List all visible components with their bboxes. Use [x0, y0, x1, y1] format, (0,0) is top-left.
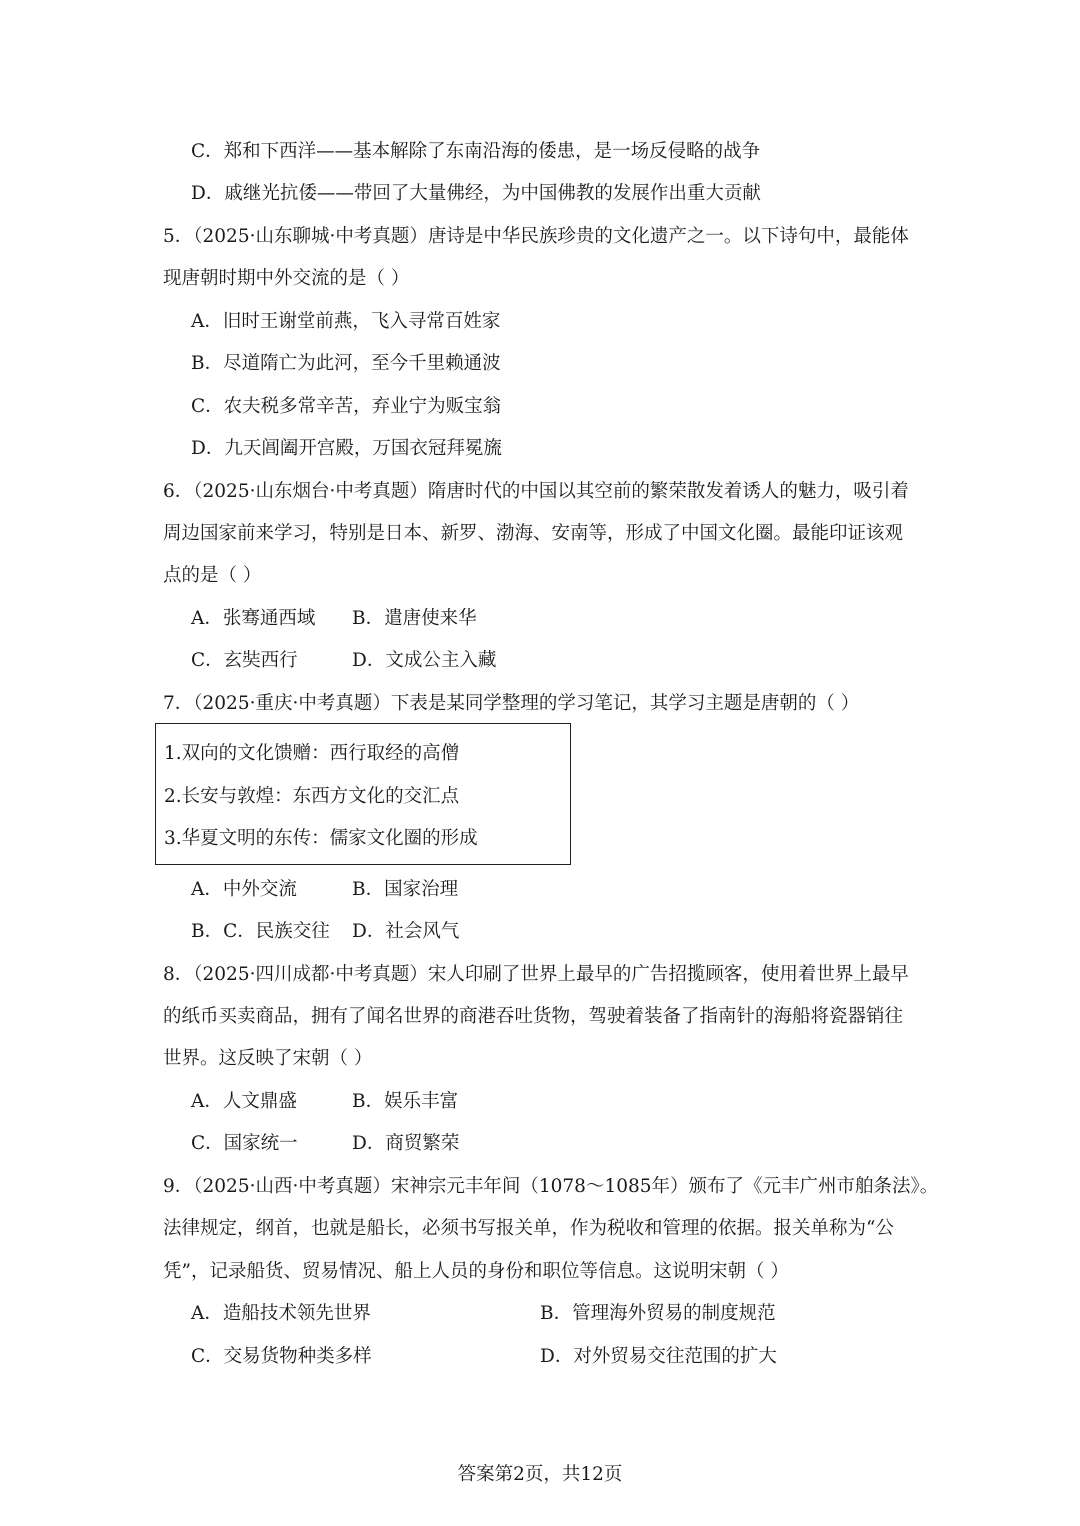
q7-note-3: 3.华夏文明的东传：儒家文化圈的形成 — [164, 828, 478, 849]
q6-stem-line1: 6．（2025·山东烟台·中考真题）隋唐时代的中国以其空前的繁荣散发着诱人的魅力，吸引着 — [163, 481, 909, 502]
q9-option-a: A．造船技术领先世界 — [191, 1303, 371, 1324]
q6-option-a: A．张骞通西域 — [191, 608, 316, 629]
q6-stem-line3: 点的是（ ） — [163, 565, 262, 586]
q6-option-c: C．玄奘西行 — [191, 650, 298, 671]
q5-option-d: D．九天阊阖开宫殿，万国衣冠拜冕旒 — [191, 438, 502, 459]
option-d-prev: D．戚继光抗倭——带回了大量佛经，为中国佛教的发展作出重大贡献 — [191, 183, 761, 204]
q6-stem-line2: 周边国家前来学习，特别是日本、新罗、渤海、安南等，形成了中国文化圈。最能印证该观 — [163, 523, 904, 544]
q5-option-c: C．农夫税多常辛苦，弃业宁为贩宝翁 — [191, 396, 502, 417]
q7-stem-line1: 7．（2025·重庆·中考真题）下表是某同学整理的学习笔记，其学习主题是唐朝的（ ） — [163, 693, 860, 714]
q7-option-c: B．C．民族交往 — [191, 921, 330, 942]
q7-option-b: B．国家治理 — [352, 879, 459, 900]
q7-note-2: 2.长安与敦煌：东西方文化的交汇点 — [164, 786, 460, 807]
q5-option-a: A．旧时王谢堂前燕，飞入寻常百姓家 — [191, 311, 501, 332]
q7-notes-table — [155, 723, 571, 865]
q9-option-b: B．管理海外贸易的制度规范 — [540, 1303, 776, 1324]
q8-stem-line1: 8．（2025·四川成都·中考真题）宋人印刷了世界上最早的广告招揽顾客，使用着世界上最早 — [163, 964, 909, 985]
q8-option-b: B．娱乐丰富 — [352, 1091, 459, 1112]
q8-stem-line3: 世界。这反映了宋朝（ ） — [163, 1048, 373, 1069]
q9-stem-line1: 9．（2025·山西·中考真题）宋神宗元丰年间（1078～1085年）颁布了《元丰广州市舶条法》。 — [163, 1176, 939, 1197]
q8-stem-line2: 的纸币买卖商品，拥有了闻名世界的商港吞吐货物，驾驶着装备了指南针的海船将瓷器销往 — [163, 1006, 904, 1027]
q9-stem-line2: 法律规定，纲首，也就是船长，必须书写报关单，作为税收和管理的依据。报关单称为“公 — [163, 1218, 894, 1239]
q5-option-b: B．尽道隋亡为此河，至今千里赖通波 — [191, 353, 501, 374]
q8-option-c: C．国家统一 — [191, 1133, 298, 1154]
q8-option-a: A．人文鼎盛 — [191, 1091, 297, 1112]
q9-stem-line3: 凭”，记录船货、贸易情况、船上人员的身份和职位等信息。这说明宋朝（ ） — [163, 1261, 789, 1282]
q5-stem-line1: 5．（2025·山东聊城·中考真题）唐诗是中华民族珍贵的文化遗产之一。以下诗句中，最能体 — [163, 226, 909, 247]
q7-option-d: D．社会风气 — [352, 921, 460, 942]
option-c-prev: C．郑和下西洋——基本解除了东南沿海的倭患，是一场反侵略的战争 — [191, 141, 761, 162]
q9-option-d: D．对外贸易交往范围的扩大 — [540, 1346, 777, 1367]
q7-note-1: 1.双向的文化馈赠：西行取经的高僧 — [164, 743, 460, 764]
q7-option-a: A．中外交流 — [191, 879, 297, 900]
q6-option-b: B．遣唐使来华 — [352, 608, 477, 629]
q6-option-d: D．文成公主入藏 — [352, 650, 497, 671]
q5-stem-line2: 现唐朝时期中外交流的是（ ） — [163, 268, 410, 289]
q9-option-c: C．交易货物种类多样 — [191, 1346, 372, 1367]
page-footer: 答案第2页，共12页 — [457, 1464, 623, 1485]
q8-option-d: D．商贸繁荣 — [352, 1133, 460, 1154]
